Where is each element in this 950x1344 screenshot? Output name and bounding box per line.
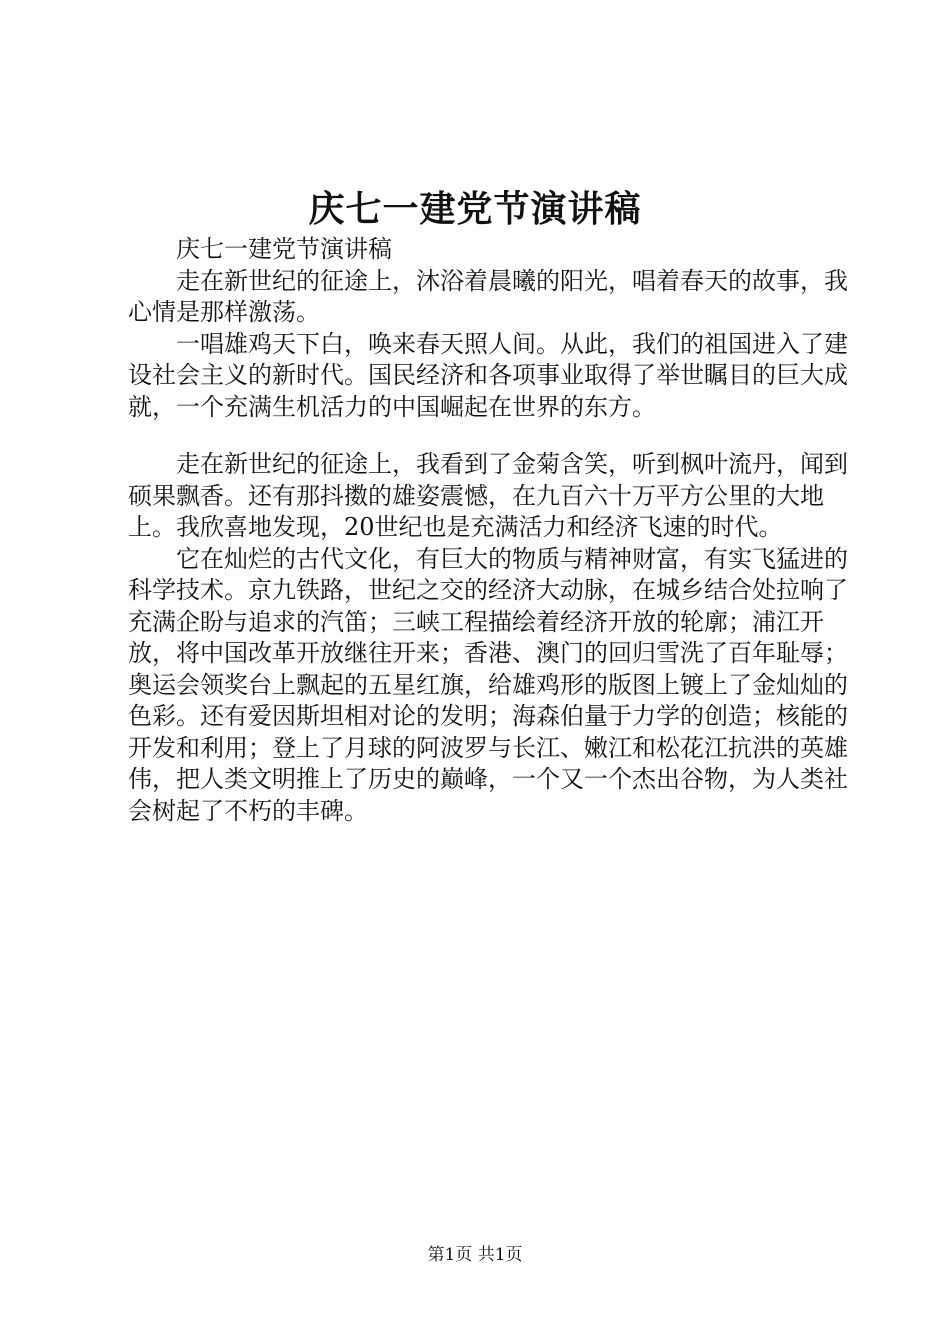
page-footer: 第1页 共1页: [427, 1245, 523, 1265]
paragraph: 一唱雄鸡天下白，唤来春天照人间。从此，我们的祖国进入了建设社会主义的新时代。国民经济和各项事业取得了举世瞩目的巨大成就，一个充满生机活力的中国崛起在世界的东方。: [128, 329, 848, 421]
paragraph-spacer: [128, 423, 848, 449]
document-body: [128, 234, 848, 827]
paragraph-subtitle: 庆七一建党节演讲稿: [176, 235, 392, 263]
document-title: 庆七一建党节演讲稿: [308, 188, 642, 230]
paragraph: 走在新世纪的征途上，沐浴着晨曦的阳光，唱着春天的故事，我心情是那样激荡。: [128, 266, 848, 326]
paragraph: 它在灿烂的古代文化，有巨大的物质与精神财富，有实飞猛进的科学技术。京九铁路，世纪之交的经济大动脉，在城乡结合处拉响了充满企盼与追求的汽笛；三峡工程描绘着经济开放的轮廓；浦江开放，将中国改革开放继往开来；香港、澳门的回归雪洗了百年耻辱；奥运会领奖台上飘起的五星红旗，给雄鸡形的版图上镀上了金灿灿的色彩。还有爱因斯坦相对论的发明；海森伯量于力学的创造；核能的开发和利用；登上了月球的阿波罗与长江、嫩江和松花江抗洪的英雄伟，把人类文明推上了历史的巅峰，一个又一个杰出谷物，为人类社会树起了不朽的丰碑。: [128, 544, 848, 825]
paragraph: 走在新世纪的征途上，我看到了金菊含笑，听到枫叶流丹，闻到硕果飘香。还有那抖擞的雄姿震憾，在九百六十万平方公里的大地上。我欣喜地发现，20世纪也是充满活力和经济飞速的时代。: [128, 450, 848, 541]
